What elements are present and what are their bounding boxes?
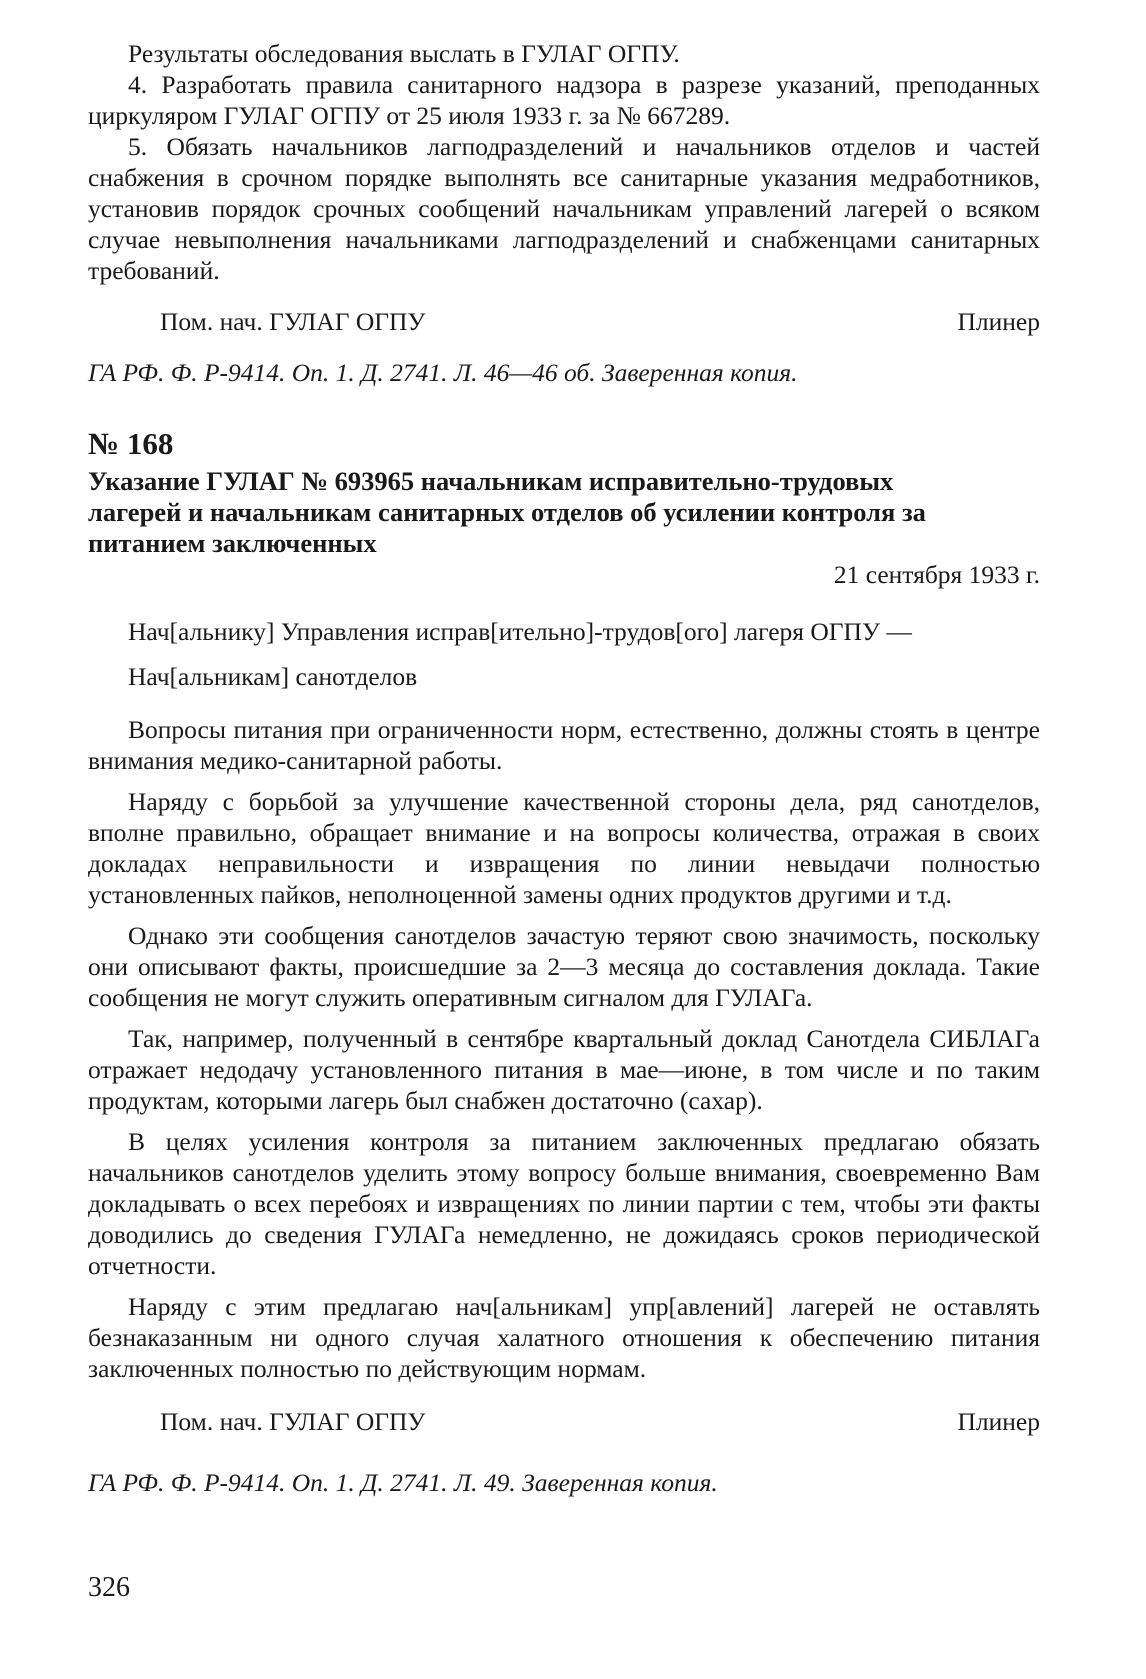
paragraph: Так, например, полученный в сентябре квартальный доклад Санотдела СИБЛАГа отражает недодачу установленного питания в мае—июне, в том числе и по таким продуктам, которыми лагерь был снабжен достаточно (сахар). [88,1024,1040,1115]
signature-name: Плинер [957,1407,1040,1436]
archive-source: ГА РФ. Ф. Р-9414. Оп. 1. Д. 2741. Л. 46—46 об. Заверенная копия. [88,358,798,387]
signature-line [88,1406,1040,1437]
paragraph: Наряду с этим предлагаю нач[альникам] упр[авлений] лагерей не оставлять безнаказанным ни одного случая халатного отношения к обеспечению питания заключенных полностью по действующим нормам. [88,1292,1040,1383]
addressee: Нач[альникам] санотделов [128,662,418,691]
paragraph: 5. Обязать начальников лагподразделений и начальников отделов и частей снабжения в срочном порядке выполнять все санитарные указания медработников, установив порядок срочных сообщений начальникам управлений лагерей о всяком случае невыполнения начальниками лагподразделений и снабженцами санитарных требований. [88,132,1040,285]
previous-document-ending [88,38,1040,388]
document-number: № 168 [88,426,174,461]
paragraph: В целях усиления контроля за питанием заключенных предлагаю обязать начальников санотделов уделить этому вопросу больше внимания, своевременно Вам докладывать о всех перебоях и извращениях по линии партии с тем, чтобы эти факты доводились до сведения ГУЛАГа немедленно, не дожидаясь сроков периодической отчетности. [88,1127,1040,1280]
signature-position: Пом. нач. ГУЛАГ ОГПУ [160,307,426,336]
paragraph: Однако эти сообщения санотделов зачастую теряют свою значимость, поскольку они описывают факты, происшедшие за 2—3 месяца до составления доклада. Такие сообщения не могут служить оперативным сигналом для ГУЛАГа. [88,921,1040,1012]
paragraph: Наряду с борьбой за улучшение качественной стороны дела, ряд санотделов, вполне правильно, обращает внимание и на вопросы количества, отражая в своих докладах неправильности и извращения по линии невыдачи полностью установленных пайков, неполноценной замены одних продуктов другими и т.д. [88,787,1040,909]
signature-line [88,306,1040,337]
signature-position: Пом. нач. ГУЛАГ ОГПУ [160,1407,426,1436]
addressee: Нач[альнику] Управления исправ[ительно]-трудов[ого] лагеря ОГПУ — [128,617,912,646]
signature-name: Плинер [957,307,1040,336]
paragraph: Результаты обследования выслать в ГУЛАГ ОГПУ. [128,39,680,68]
document-168 [88,426,1040,1498]
paragraph: 4. Разработать правила санитарного надзора в разрезе указаний, преподанных циркуляром ГУЛАГ ОГПУ от 25 июля 1933 г. за № 667289. [88,70,1040,130]
document-title: Указание ГУЛАГ № 693965 начальникам исправительно-трудовых лагерей и начальникам санитарных отделов об усилении контроля за питанием заключенных [88,466,926,558]
page-number: 326 [88,1572,130,1603]
document-date: 21 сентября 1933 г. [833,560,1040,589]
paragraph: Вопросы питания при ограниченности норм, естественно, должны стоять в центре внимания медико-санитарной работы. [88,715,1040,775]
page-content [88,38,1040,1498]
archive-source: ГА РФ. Ф. Р-9414. Оп. 1. Д. 2741. Л. 49. Заверенная копия. [88,1468,718,1497]
